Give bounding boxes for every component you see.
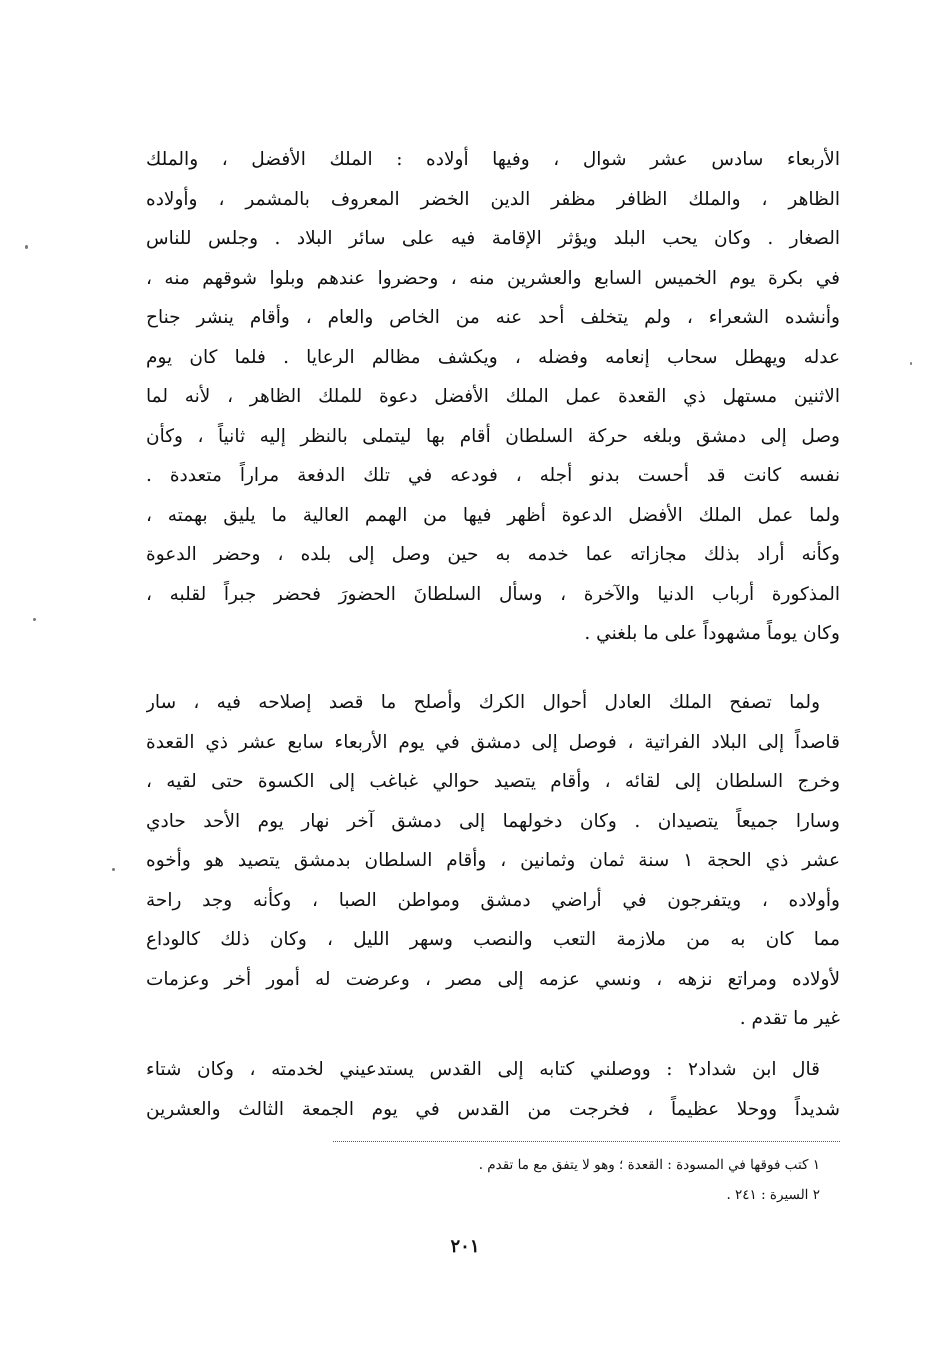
text-line: عدله ويهطل سحاب إنعامه وفضله ، ويكشف مظالم الرعايا . فلما كان يوم xyxy=(146,346,840,368)
paragraph-2 xyxy=(146,683,840,1039)
text-line: وأولاده ، ويتفرجون في أراضي دمشق ومواطن الصبا ، وكأنه وجد راحة xyxy=(146,889,840,911)
text-line: وصل إلى دمشق وبلغه حركة السلطان أقام بها ليتملى بالنظر إليه ثانياً ، وكأن xyxy=(146,425,840,447)
text-line: لأولاده ومراتع نزهه ، ونسي عزمه إلى مصر ، وعرضت له أمور أخر وعزمات xyxy=(146,968,840,990)
text-line: وكأنه أراد بذلك مجازاته عما خدمه به حين وصل إلى بلده ، وحضر الدعوة xyxy=(146,544,840,565)
scan-speck xyxy=(112,868,115,871)
text-line: قال ابن شداد٢ : ووصلني كتابه إلى القدس يستدعيني لخدمته ، وكان شتاء xyxy=(146,1059,820,1080)
text-line: الصغار . وكان يحب البلد ويؤثر الإقامة فيه على سائر البلاد . وجلس للناس xyxy=(146,228,840,249)
text-line: وخرج السلطان إلى لقائه ، وأقام يتصيد حوالي غباغب إلى الكسوة حتى لقيه ، xyxy=(146,771,840,792)
text-line: مما كان به من ملازمة التعب والنصب وسهر الليل ، وكان ذلك كالوداع xyxy=(146,929,840,950)
text-line: غير ما تقدم . xyxy=(739,1008,840,1029)
text-line: ولما عمل الملك الأفضل الدعوة أظهر فيها من الهمم العالية ما يليق بهمته ، xyxy=(146,504,840,526)
footnote-separator xyxy=(333,1141,840,1142)
text-line: المذكورة أرباب الدنيا والآخرة ، وسأل السلطانَ الحضورَ فحضر جبراً لقلبه ، xyxy=(146,583,840,605)
text-line: الاثنين مستهل ذي القعدة عمل الملك الأفضل دعوة للملك الظاهر ، لأنه لما xyxy=(146,386,840,407)
scan-speck xyxy=(910,362,912,365)
scan-speck xyxy=(33,618,36,621)
paragraph-3 xyxy=(146,1050,840,1129)
footnotes xyxy=(300,1150,820,1210)
footnote-2: ٢ السيرة : ٢٤١ . xyxy=(726,1187,820,1203)
text-line: قاصداً إلى البلاد الفراتية ، فوصل إلى دمشق في يوم الأربعاء سابع عشر ذي القعدة xyxy=(146,731,840,753)
paragraph-1 xyxy=(146,140,840,654)
text-line: نفسه كانت قد أحست بدنو أجله ، فودعه في تلك الدفعة مراراً متعددة . xyxy=(146,465,840,486)
text-line: الأربعاء سادس عشر شوال ، وفيها أولاده : الملك الأفضل ، والملك xyxy=(146,149,840,170)
footnote-1: ١ كتب فوقها في المسودة : القعدة ؛ وهو لا يتفق مع ما تقدم . xyxy=(478,1157,820,1173)
text-line: وسارا جميعاً يتصيدان . وكان دخولهما إلى دمشق آخر نهار يوم الأحد حادي xyxy=(146,810,840,832)
text-line: الظاهر ، والملك الظافر مظفر الدين الخضر المعروف بالمشمر ، وأولاده xyxy=(146,188,840,210)
text-line: في بكرة يوم الخميس السابع والعشرين منه ، وحضروا عندهم وبلوا شوقهم منه ، xyxy=(146,267,840,289)
page-number: ٢٠١ xyxy=(450,1236,480,1257)
scan-speck xyxy=(25,245,28,249)
text-line: شديداً ووحلا عظيماً ، فخرجت من القدس في يوم الجمعة الثالث والعشرين xyxy=(146,1098,840,1120)
text-line: عشر ذي الحجة ١ سنة ثمان وثمانين ، وأقام السلطان بدمشق يتصيد هو وأخوه xyxy=(146,850,840,871)
text-line: وأنشده الشعراء ، ولم يتخلف أحد عنه من الخاص والعام ، وأقام ينشر جناح xyxy=(146,307,840,328)
text-line: ولما تصفح الملك العادل أحوال الكرك وأصلح ما قصد إصلاحه فيه ، سار xyxy=(146,692,820,713)
text-line: وكان يوماً مشهوداً على ما بلغني . xyxy=(584,623,840,644)
